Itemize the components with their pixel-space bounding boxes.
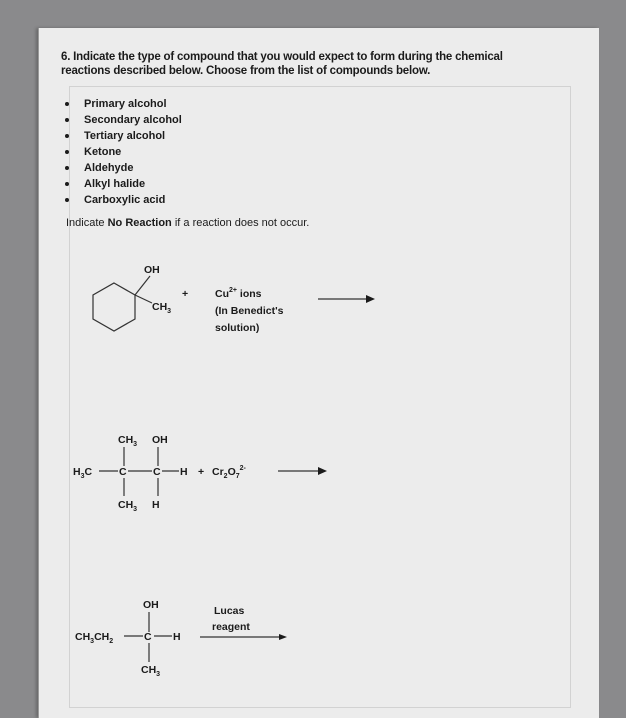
option-item: Ketone [60, 144, 182, 160]
r2-arrow-head [318, 467, 327, 475]
r3-bot-ch3: $CH_3$ [141, 664, 161, 678]
r3-reagent-line2: reagent [212, 621, 250, 633]
r1-reagent-line3: solution) [215, 322, 260, 334]
r1-reagent-line2: (In Benedict's [215, 305, 284, 317]
reaction-1 [93, 264, 375, 334]
question-title-line2: reactions described below. Choose from the list of compounds below. [61, 65, 431, 77]
r2-top-oh: OH [152, 434, 168, 446]
option-item: Secondary alcohol [60, 112, 182, 128]
r1-oh-label: OH [144, 264, 160, 276]
question-title-line1: 6. Indicate the type of compound that you would expect to form during the chemical [61, 51, 503, 63]
option-item: Primary alcohol [60, 96, 182, 112]
r2-top-ch3: $CH_3$ [118, 434, 138, 448]
instruction-bold: No Reaction [107, 217, 172, 229]
r3-h: H [173, 631, 181, 643]
option-item: Carboxylic acid [60, 192, 182, 208]
r2-reagent: $Cr_2O_7^{2-}$ [212, 465, 246, 480]
r3-c: C [144, 631, 152, 643]
r3-reagent-line1: Lucas [214, 605, 245, 617]
r3-oh: OH [143, 599, 159, 611]
r2-left-h3c: $H_3C$ [73, 466, 93, 480]
r2-bot-h: H [152, 499, 160, 511]
cyclohexane-ring [93, 283, 135, 331]
r2-plus: + [198, 466, 205, 478]
instruction-prefix: Indicate [66, 217, 108, 229]
r2-bot-ch3: $CH_3$ [118, 499, 138, 513]
r1-plus: + [182, 288, 189, 300]
r1-reagent-line1: $Cu^{2+}$ ions [215, 287, 262, 300]
r3-arrow-head [279, 634, 287, 640]
option-item: Alkyl halide [60, 176, 182, 192]
bond-to-oh [135, 276, 150, 295]
r2-c2: C [153, 466, 161, 478]
reaction-3 [75, 599, 287, 678]
r1-arrow-head [366, 295, 375, 303]
r2-h: H [180, 466, 188, 478]
r2-c1: C [119, 466, 127, 478]
r3-left: $CH_3CH_2$ [75, 631, 114, 645]
instruction-suffix: if a reaction does not occur. [171, 217, 310, 229]
r1-ch3-label: $CH_3$ [152, 301, 172, 315]
bond-to-ch3 [135, 295, 152, 303]
option-item: Tertiary alcohol [60, 128, 182, 144]
option-item: Aldehyde [60, 160, 182, 176]
reaction-2 [73, 434, 327, 513]
